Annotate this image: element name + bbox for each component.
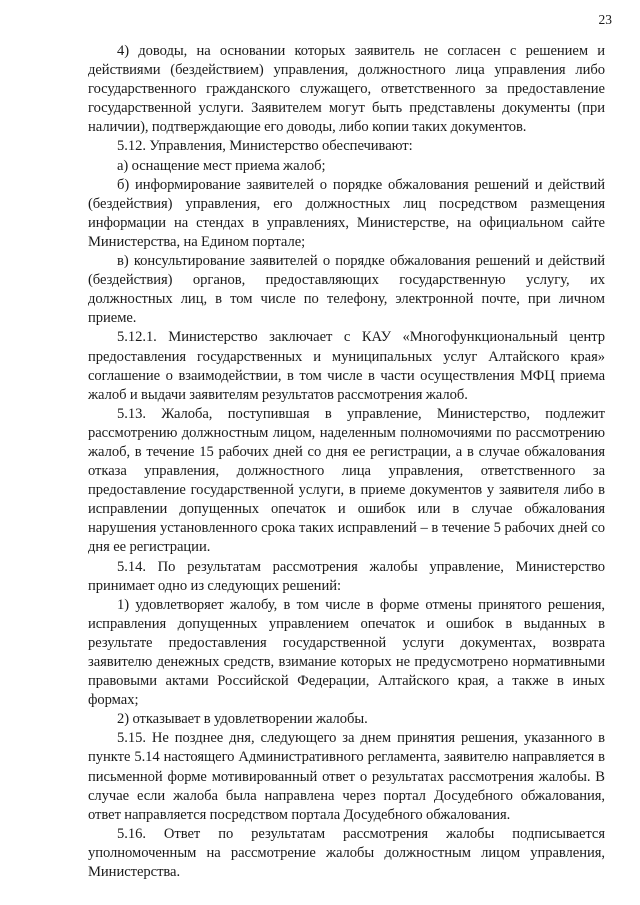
paragraph-5-14-1: 1) удовлетворяет жалобу, в том числе в форме отмены принятого решения, исправления допущенных управлением опечаток и ошибок в выданных в результате предоставления государственной услуги документах, возврата заявителю денежных средств, взимание которых не предусмотрено нормативными правовыми актами Российской Федерации, Алтайского края, а также в иных формах; bbox=[88, 596, 605, 709]
document-body bbox=[88, 42, 605, 882]
paragraph-5-14: 5.14. По результатам рассмотрения жалобы управление, Министерство принимает одно из следующих решений: bbox=[88, 558, 605, 594]
paragraph-5-12: 5.12. Управления, Министерство обеспечивают: bbox=[117, 138, 413, 155]
paragraph-5-16: 5.16. Ответ по результатам рассмотрения жалобы подписывается уполномоченным на рассмотрение жалобы должностным лицом управления, Министерства. bbox=[88, 825, 605, 881]
paragraph-4-arguments: 4) доводы, на основании которых заявитель не согласен с решением и действиями (бездействием) управления, должностного лица управления либо государственного гражданского служащего, ответственного за предоставление государственной услуги. Заявителем могут быть представлены документы (при наличии), подтверждающие его доводы, либо копии таких документов. bbox=[88, 43, 605, 136]
paragraph-5-12-v: в) консультирование заявителей о порядке обжалования решений и действий (бездействия) органов, предоставляющих государственную услугу, их должностных лиц, в том числе по телефону, электронной почте, при личном приеме. bbox=[88, 253, 605, 327]
paragraph-5-12-a: а) оснащение мест приема жалоб; bbox=[117, 157, 326, 174]
paragraph-5-15: 5.15. Не позднее дня, следующего за днем принятия решения, указанного в пункте 5.14 настоящего Административного регламента, заявителю направляется в письменной форме мотивированный ответ о результатах рассмотрения жалобы. В случае если жалоба была направлена через портал Досудебного обжалования, ответ направляется посредством портала Досудебного обжалования. bbox=[88, 730, 605, 823]
paragraph-5-14-2: 2) отказывает в удовлетворении жалобы. bbox=[117, 711, 368, 728]
paragraph-5-12-1: 5.12.1. Министерство заключает с КАУ «Многофункциональный центр предоставления государственных и муниципальных услуг Алтайского края» соглашение о взаимодействии, в том числе в части осуществления МФЦ приема жалоб и выдачи заявителям результатов рассмотрения жалоб. bbox=[88, 329, 605, 403]
page-number: 23 bbox=[598, 12, 612, 27]
paragraph-5-12-b: б) информирование заявителей о порядке обжалования решений и действий (бездействия) управления, его должностных лиц посредством размещения информации на стендах в управлениях, Министерстве, на официальном сайте Министерства, на Едином портале; bbox=[88, 176, 605, 250]
paragraph-5-13: 5.13. Жалоба, поступившая в управление, Министерство, подлежит рассмотрению должностным лицом, наделенным полномочиями по рассмотрению жалоб, в течение 15 рабочих дней со дня ее регистрации, а в случае обжалования отказа управления, должностного лица управления, ответственного за предоставление государственной услуги, в приеме документов у заявителя либо в исправлении допущенных опечаток и ошибок или в случае обжалования нарушения установленного срока таких исправлений – в течение 5 рабочих дней со дня ее регистрации. bbox=[88, 405, 605, 556]
